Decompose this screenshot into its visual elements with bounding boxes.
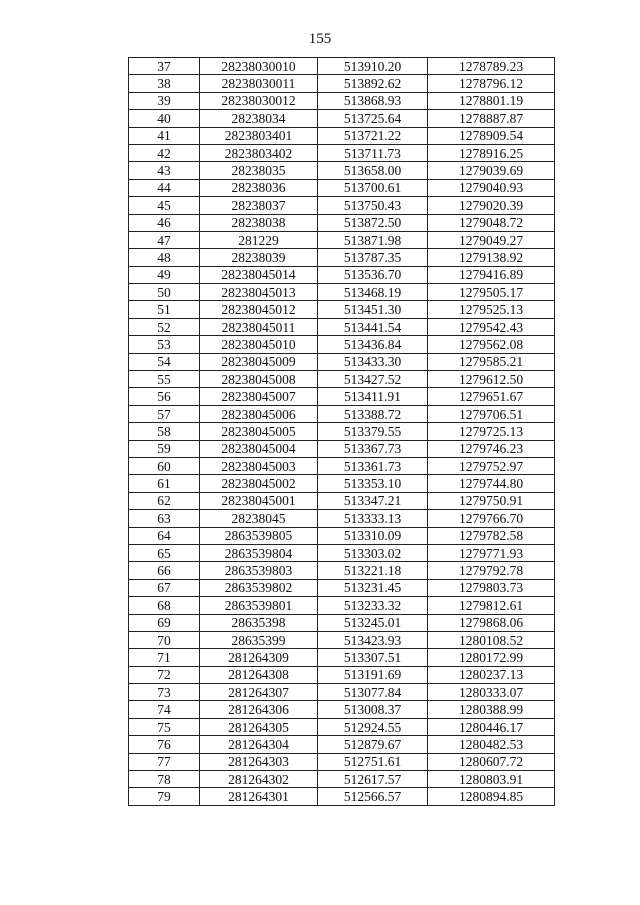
point-id-cell: 28238034 (200, 110, 318, 127)
x-coordinate-cell: 513451.30 (318, 301, 428, 318)
point-id-cell: 28238045002 (200, 475, 318, 492)
x-coordinate-cell: 513468.19 (318, 284, 428, 301)
y-coordinate-cell: 1280237.13 (428, 666, 555, 683)
table-row (129, 492, 555, 509)
table-row (129, 284, 555, 301)
table-row (129, 527, 555, 544)
y-coordinate-cell: 1280108.52 (428, 631, 555, 648)
y-coordinate-cell: 1278801.19 (428, 92, 555, 109)
row-index-cell: 52 (129, 318, 200, 335)
row-index-cell: 39 (129, 92, 200, 109)
point-id-cell: 2863539805 (200, 527, 318, 544)
table-row (129, 701, 555, 718)
x-coordinate-cell: 513433.30 (318, 353, 428, 370)
point-id-cell: 28238045014 (200, 266, 318, 283)
table-row (129, 423, 555, 440)
x-coordinate-cell: 512566.57 (318, 788, 428, 805)
point-id-cell: 28635398 (200, 614, 318, 631)
x-coordinate-cell: 513191.69 (318, 666, 428, 683)
row-index-cell: 54 (129, 353, 200, 370)
table-row (129, 318, 555, 335)
y-coordinate-cell: 1280482.53 (428, 736, 555, 753)
table-row (129, 562, 555, 579)
point-id-cell: 281264302 (200, 771, 318, 788)
table-row (129, 614, 555, 631)
point-id-cell: 2863539803 (200, 562, 318, 579)
point-id-cell: 28635399 (200, 631, 318, 648)
row-index-cell: 73 (129, 684, 200, 701)
row-index-cell: 48 (129, 249, 200, 266)
row-index-cell: 40 (129, 110, 200, 127)
point-id-cell: 281229 (200, 231, 318, 248)
x-coordinate-cell: 513310.09 (318, 527, 428, 544)
x-coordinate-cell: 513910.20 (318, 58, 428, 75)
y-coordinate-cell: 1279049.27 (428, 231, 555, 248)
table-row (129, 353, 555, 370)
table-row (129, 162, 555, 179)
point-id-cell: 28238030012 (200, 92, 318, 109)
row-index-cell: 64 (129, 527, 200, 544)
row-index-cell: 58 (129, 423, 200, 440)
table-row (129, 457, 555, 474)
row-index-cell: 69 (129, 614, 200, 631)
point-id-cell: 2863539804 (200, 544, 318, 561)
x-coordinate-cell: 513436.84 (318, 336, 428, 353)
y-coordinate-cell: 1280607.72 (428, 753, 555, 770)
row-index-cell: 67 (129, 579, 200, 596)
x-coordinate-cell: 513427.52 (318, 371, 428, 388)
y-coordinate-cell: 1279750.91 (428, 492, 555, 509)
x-coordinate-cell: 513892.62 (318, 75, 428, 92)
row-index-cell: 57 (129, 405, 200, 422)
row-index-cell: 55 (129, 371, 200, 388)
y-coordinate-cell: 1279706.51 (428, 405, 555, 422)
row-index-cell: 79 (129, 788, 200, 805)
row-index-cell: 61 (129, 475, 200, 492)
point-id-cell: 2823803402 (200, 144, 318, 161)
point-id-cell: 28238045013 (200, 284, 318, 301)
x-coordinate-cell: 513872.50 (318, 214, 428, 231)
y-coordinate-cell: 1278916.25 (428, 144, 555, 161)
y-coordinate-cell: 1279040.93 (428, 179, 555, 196)
x-coordinate-cell: 513725.64 (318, 110, 428, 127)
x-coordinate-cell: 513245.01 (318, 614, 428, 631)
table-row (129, 92, 555, 109)
y-coordinate-cell: 1279782.58 (428, 527, 555, 544)
table-row (129, 127, 555, 144)
y-coordinate-cell: 1279138.92 (428, 249, 555, 266)
x-coordinate-cell: 513868.93 (318, 92, 428, 109)
y-coordinate-cell: 1278887.87 (428, 110, 555, 127)
y-coordinate-cell: 1280333.07 (428, 684, 555, 701)
x-coordinate-cell: 513231.45 (318, 579, 428, 596)
table-row (129, 266, 555, 283)
row-index-cell: 44 (129, 179, 200, 196)
table-row (129, 736, 555, 753)
table-row (129, 214, 555, 231)
y-coordinate-cell: 1279612.50 (428, 371, 555, 388)
y-coordinate-cell: 1279792.78 (428, 562, 555, 579)
y-coordinate-cell: 1279416.89 (428, 266, 555, 283)
row-index-cell: 68 (129, 597, 200, 614)
point-id-cell: 28238045003 (200, 457, 318, 474)
table-row (129, 231, 555, 248)
point-id-cell: 2823803401 (200, 127, 318, 144)
row-index-cell: 47 (129, 231, 200, 248)
y-coordinate-cell: 1279752.97 (428, 457, 555, 474)
x-coordinate-cell: 513658.00 (318, 162, 428, 179)
y-coordinate-cell: 1279020.39 (428, 197, 555, 214)
row-index-cell: 51 (129, 301, 200, 318)
y-coordinate-cell: 1279868.06 (428, 614, 555, 631)
y-coordinate-cell: 1279651.67 (428, 388, 555, 405)
row-index-cell: 76 (129, 736, 200, 753)
x-coordinate-cell: 513750.43 (318, 197, 428, 214)
y-coordinate-cell: 1279812.61 (428, 597, 555, 614)
table-row (129, 597, 555, 614)
row-index-cell: 71 (129, 649, 200, 666)
x-coordinate-cell: 513871.98 (318, 231, 428, 248)
row-index-cell: 63 (129, 510, 200, 527)
point-id-cell: 28238045 (200, 510, 318, 527)
point-id-cell: 28238045010 (200, 336, 318, 353)
y-coordinate-cell: 1280388.99 (428, 701, 555, 718)
row-index-cell: 49 (129, 266, 200, 283)
row-index-cell: 56 (129, 388, 200, 405)
x-coordinate-cell: 513379.55 (318, 423, 428, 440)
point-id-cell: 28238045007 (200, 388, 318, 405)
y-coordinate-cell: 1280446.17 (428, 718, 555, 735)
table-row (129, 301, 555, 318)
x-coordinate-cell: 512617.57 (318, 771, 428, 788)
table-row (129, 336, 555, 353)
table-row (129, 249, 555, 266)
x-coordinate-cell: 513307.51 (318, 649, 428, 666)
coordinates-table (128, 57, 555, 806)
point-id-cell: 28238045011 (200, 318, 318, 335)
table-row (129, 475, 555, 492)
y-coordinate-cell: 1279746.23 (428, 440, 555, 457)
row-index-cell: 42 (129, 144, 200, 161)
row-index-cell: 37 (129, 58, 200, 75)
y-coordinate-cell: 1280172.99 (428, 649, 555, 666)
point-id-cell: 281264304 (200, 736, 318, 753)
point-id-cell: 2863539802 (200, 579, 318, 596)
table-row (129, 771, 555, 788)
y-coordinate-cell: 1279766.70 (428, 510, 555, 527)
row-index-cell: 50 (129, 284, 200, 301)
point-id-cell: 281264308 (200, 666, 318, 683)
y-coordinate-cell: 1278796.12 (428, 75, 555, 92)
x-coordinate-cell: 513441.54 (318, 318, 428, 335)
table-row (129, 440, 555, 457)
table-row (129, 58, 555, 75)
y-coordinate-cell: 1279542.43 (428, 318, 555, 335)
row-index-cell: 66 (129, 562, 200, 579)
table-row (129, 510, 555, 527)
x-coordinate-cell: 513388.72 (318, 405, 428, 422)
table-row (129, 179, 555, 196)
row-index-cell: 53 (129, 336, 200, 353)
point-id-cell: 28238045004 (200, 440, 318, 457)
y-coordinate-cell: 1278789.23 (428, 58, 555, 75)
point-id-cell: 28238038 (200, 214, 318, 231)
row-index-cell: 78 (129, 771, 200, 788)
y-coordinate-cell: 1279505.17 (428, 284, 555, 301)
x-coordinate-cell: 513077.84 (318, 684, 428, 701)
x-coordinate-cell: 513411.91 (318, 388, 428, 405)
y-coordinate-cell: 1280803.91 (428, 771, 555, 788)
table-row (129, 197, 555, 214)
point-id-cell: 28238030010 (200, 58, 318, 75)
point-id-cell: 28238045001 (200, 492, 318, 509)
row-index-cell: 46 (129, 214, 200, 231)
row-index-cell: 59 (129, 440, 200, 457)
x-coordinate-cell: 513221.18 (318, 562, 428, 579)
point-id-cell: 28238045006 (200, 405, 318, 422)
row-index-cell: 75 (129, 718, 200, 735)
table-row (129, 144, 555, 161)
x-coordinate-cell: 513008.37 (318, 701, 428, 718)
table-row (129, 649, 555, 666)
y-coordinate-cell: 1279725.13 (428, 423, 555, 440)
row-index-cell: 45 (129, 197, 200, 214)
y-coordinate-cell: 1279771.93 (428, 544, 555, 561)
table-row (129, 110, 555, 127)
table-row (129, 388, 555, 405)
point-id-cell: 28238030011 (200, 75, 318, 92)
table-row (129, 666, 555, 683)
x-coordinate-cell: 512924.55 (318, 718, 428, 735)
row-index-cell: 41 (129, 127, 200, 144)
x-coordinate-cell: 513367.73 (318, 440, 428, 457)
coordinates-table-body (129, 58, 555, 806)
row-index-cell: 65 (129, 544, 200, 561)
point-id-cell: 28238036 (200, 179, 318, 196)
row-index-cell: 70 (129, 631, 200, 648)
x-coordinate-cell: 513423.93 (318, 631, 428, 648)
y-coordinate-cell: 1279803.73 (428, 579, 555, 596)
x-coordinate-cell: 513536.70 (318, 266, 428, 283)
point-id-cell: 281264303 (200, 753, 318, 770)
y-coordinate-cell: 1279048.72 (428, 214, 555, 231)
point-id-cell: 281264307 (200, 684, 318, 701)
y-coordinate-cell: 1279562.08 (428, 336, 555, 353)
table-row (129, 753, 555, 770)
x-coordinate-cell: 513711.73 (318, 144, 428, 161)
x-coordinate-cell: 513303.02 (318, 544, 428, 561)
point-id-cell: 28238037 (200, 197, 318, 214)
x-coordinate-cell: 513233.32 (318, 597, 428, 614)
table-row (129, 788, 555, 805)
point-id-cell: 28238045005 (200, 423, 318, 440)
page-number: 155 (308, 31, 332, 47)
row-index-cell: 77 (129, 753, 200, 770)
table-row (129, 684, 555, 701)
x-coordinate-cell: 513333.13 (318, 510, 428, 527)
point-id-cell: 28238045009 (200, 353, 318, 370)
table-row (129, 579, 555, 596)
y-coordinate-cell: 1280894.85 (428, 788, 555, 805)
y-coordinate-cell: 1278909.54 (428, 127, 555, 144)
y-coordinate-cell: 1279744.80 (428, 475, 555, 492)
x-coordinate-cell: 513353.10 (318, 475, 428, 492)
point-id-cell: 28238045012 (200, 301, 318, 318)
table-row (129, 405, 555, 422)
point-id-cell: 28238045008 (200, 371, 318, 388)
table-row (129, 718, 555, 735)
point-id-cell: 281264306 (200, 701, 318, 718)
row-index-cell: 60 (129, 457, 200, 474)
point-id-cell: 281264309 (200, 649, 318, 666)
x-coordinate-cell: 513700.61 (318, 179, 428, 196)
x-coordinate-cell: 513787.35 (318, 249, 428, 266)
row-index-cell: 62 (129, 492, 200, 509)
x-coordinate-cell: 513721.22 (318, 127, 428, 144)
point-id-cell: 281264301 (200, 788, 318, 805)
table-row (129, 75, 555, 92)
point-id-cell: 281264305 (200, 718, 318, 735)
y-coordinate-cell: 1279039.69 (428, 162, 555, 179)
row-index-cell: 43 (129, 162, 200, 179)
point-id-cell: 2863539801 (200, 597, 318, 614)
table-row (129, 631, 555, 648)
x-coordinate-cell: 513347.21 (318, 492, 428, 509)
x-coordinate-cell: 513361.73 (318, 457, 428, 474)
row-index-cell: 74 (129, 701, 200, 718)
x-coordinate-cell: 512879.67 (318, 736, 428, 753)
y-coordinate-cell: 1279585.21 (428, 353, 555, 370)
table-row (129, 544, 555, 561)
point-id-cell: 28238035 (200, 162, 318, 179)
table-row (129, 371, 555, 388)
point-id-cell: 28238039 (200, 249, 318, 266)
row-index-cell: 38 (129, 75, 200, 92)
y-coordinate-cell: 1279525.13 (428, 301, 555, 318)
x-coordinate-cell: 512751.61 (318, 753, 428, 770)
row-index-cell: 72 (129, 666, 200, 683)
